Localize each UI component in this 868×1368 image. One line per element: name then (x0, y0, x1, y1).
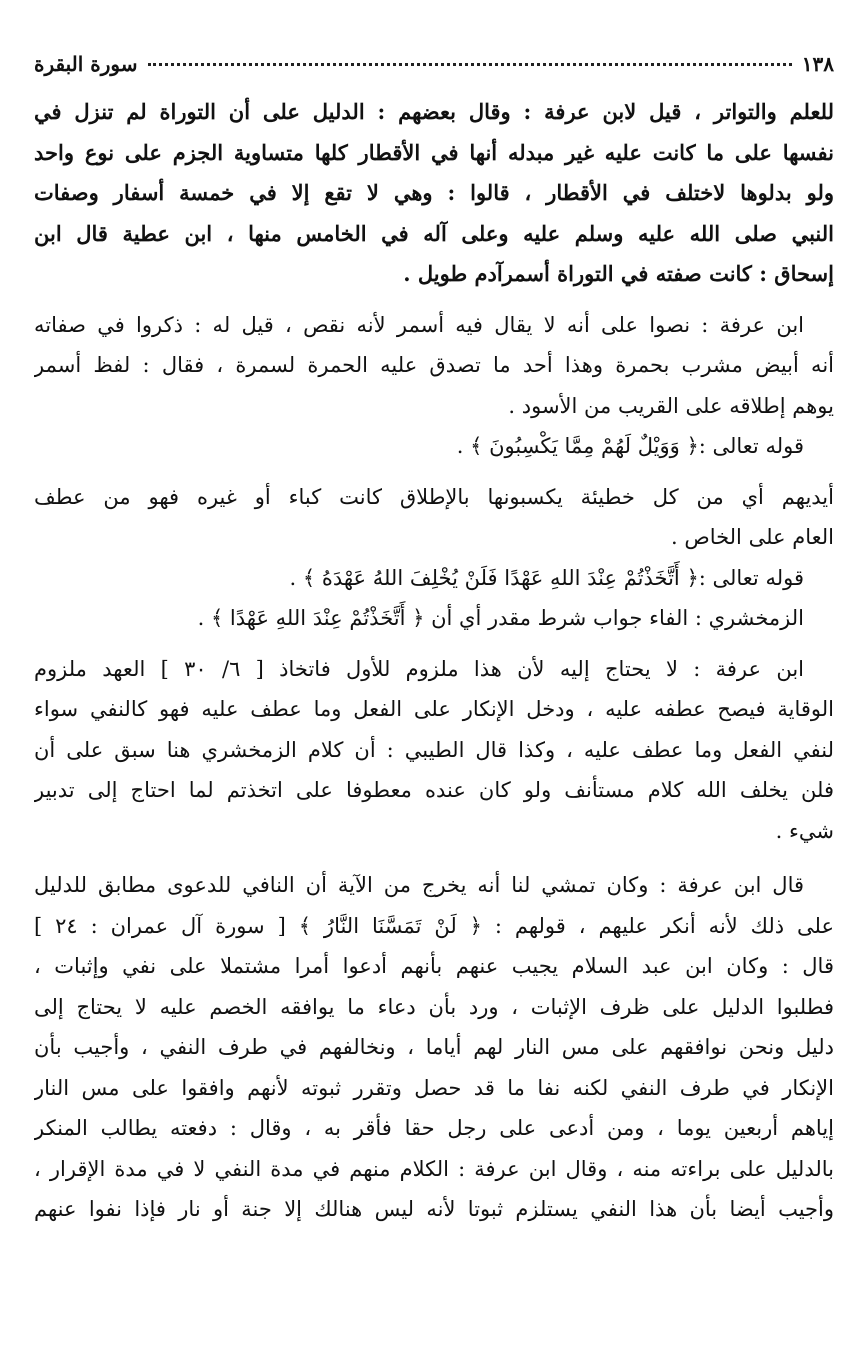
text-line: يوهم إطلاقه على القريب من الأسود . (508, 393, 834, 418)
text-line: للعلم والتواتر ، قيل لابن عرفة : وقال بعضهم : الدليل على أن التوراة لم تنزل في (34, 99, 834, 124)
text-line: النبي صلى الله عليه وسلم عليه وعلى آله في الخامس منها ، ابن عطية قال ابن (34, 220, 834, 246)
text-line: ابن عرفة : نصوا على أنه لا يقال فيه أسمر لأنه نقص ، قيل له : ذكروا في صفاته (34, 312, 804, 337)
text-line: إياهم أربعين يوما ، ومن أدعى على رجل حقا فأقر به ، وقال : دفعته يطالب المنكر (34, 1116, 834, 1140)
surah-title: سورة البقرة (34, 52, 138, 76)
text-line: قوله تعالى :﴿ وَوَيْلٌ لَهُمْ مِمَّا يَكْسِبُونَ ﴾ . (456, 434, 804, 458)
text-line: لنفي الفعل وما عطف عليه ، وكذا قال الطيبي : أن كلام الزمخشري هنا سبق على أن (34, 737, 834, 762)
page-number: ١٣٨ (801, 52, 834, 76)
text-line: وأجيب أيضا بأن هذا النفي يستلزم ثبوتا لأنه ليس هنالك إلا جنة أو نار فإذا نفوا عنهم (34, 1197, 834, 1221)
text-line: الوقاية فيصح عطفه عليه ، ودخل الإنكار على الفعل وما عطف عليه فهو كالنفي سواء (34, 697, 834, 721)
text-line: أنه أبيض مشرب بحمرة وهذا أحد ما تصدق عليه الحمرة لسمرة ، فقال : لفظ أسمر (34, 353, 834, 377)
page-body (34, 92, 834, 1230)
text-line: فطلبوا الدليل على ظرف الإثبات ، ورد بأن دعاء ما يوافقه الخصم عليه لا يحتاج إلى (34, 994, 834, 1019)
text-line: قال ابن عرفة : وكان تمشي لنا أنه يخرج من الآية أن النافي للدعوى مطابق للدليل (34, 873, 805, 897)
page-header (34, 44, 834, 84)
text-line: شيء . (775, 818, 834, 843)
text-line: قوله تعالى :﴿ أَتَّخَذْتُمْ عِنْدَ اللهِ عَهْدًا فَلَنْ يُخْلِفَ اللهُ عَهْدَهُ ﴾ . (289, 565, 804, 590)
text-line: قال : وكان ابن عبد السلام يجيب عنهم بأنهم أدعوا أمرا مشتملا على نفي وإثبات ، (34, 954, 834, 978)
text-line: ولو بدلوها لاختلف في الأقطار ، قالوا : وهي لا تقع إلا في خمسة أسفار وصفات (34, 180, 834, 205)
text-line: أيديهم أي من كل خطيئة يكسبونها بالإطلاق كانت كباء أو غيره فهو من عطف (34, 484, 834, 509)
text-line: بالدليل على براءته منه ، وقال ابن عرفة : الكلام منهم في مدة النفي لا في مدة الإقرار ، (34, 1156, 834, 1181)
text-line: إسحاق : كانت صفته في التوراة أسمرآدم طويل . (403, 261, 834, 286)
header-dotted-leader (148, 63, 792, 66)
text-line: فلن يخلف الله كلام مستأنف ولو كان عنده معطوفا على اتخذتم لما احتاج إلى تدبير (34, 778, 834, 802)
text-line: دليل ونحن نوافقهم على مس النار لهم أياما ، ونخالفهم في طرف النفي ، وأجيب بأن (34, 1035, 834, 1059)
text-line: على ذلك لأنه أنكر عليهم ، قولهم : ﴿ لَنْ تَمَسَّنَا النَّارُ ﴾ [ سورة آل عمران : ٢٤ ] (34, 913, 834, 938)
text-line: نفسها على ما كانت عليه غير مبدله أنها في الأقطار كلها متساوية الجزم على نوع واحد (34, 139, 834, 165)
text-line: الإنكار في طرف النفي لكنه نفا ما قد حصل وتقرر ثبوته لأنهم وافقوا على مس النار (34, 1075, 834, 1100)
text-line: ابن عرفة : لا يحتاج إليه لأن هذا ملزوم للأول فاتخاذ [ ٦/ ٣٠ ] العهد ملزوم (34, 656, 805, 681)
text-line: الزمخشري : الفاء جواب شرط مقدر أي أن ﴿ أَتَّخَذْتُمْ عِنْدَ اللهِ عَهْدًا ﴾ . (197, 606, 804, 630)
text-line: العام على الخاص . (670, 525, 834, 549)
